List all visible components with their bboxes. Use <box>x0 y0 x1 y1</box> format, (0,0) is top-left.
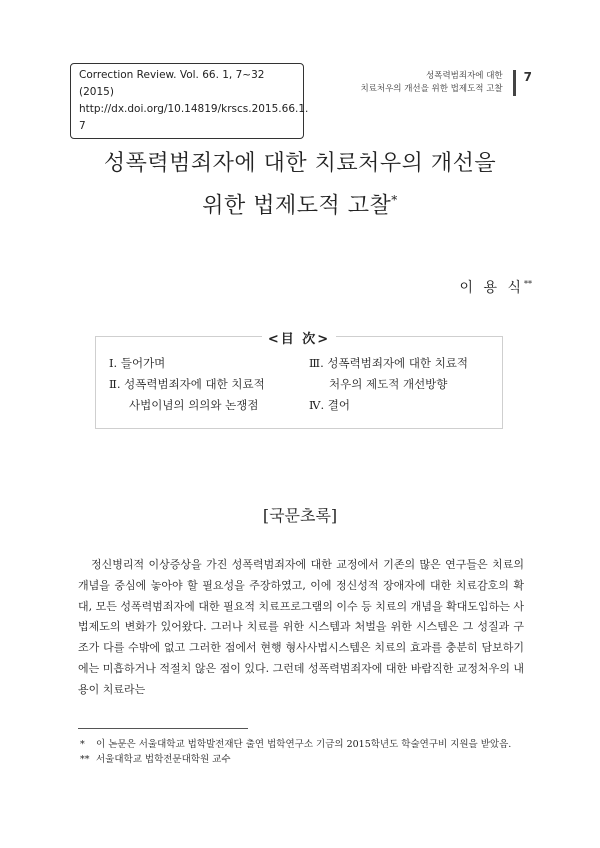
footnote: * 이 논문은 서울대학교 법학발전재단 출연 법학연구소 기금의 2015학년도 학술연구비 지원을 받았음. <box>80 739 512 750</box>
toc-heading: <目 次> <box>96 328 502 347</box>
citation-box <box>70 63 309 139</box>
toc-item: Ⅳ. 결어 <box>309 398 351 412</box>
toc-item: Ⅰ. 들어가며 <box>109 356 166 370</box>
table-of-contents <box>95 332 503 429</box>
running-head-divider <box>513 70 516 96</box>
toc-item: Ⅱ. 성폭력범죄자에 대한 치료적 사법이념의 의의와 논쟁점 <box>109 377 265 412</box>
paper-title <box>0 146 600 224</box>
author <box>460 277 532 297</box>
title-line2: 위한 법제도적 고찰* <box>202 193 398 219</box>
author-name: 이 용 식 <box>459 280 524 296</box>
running-head <box>292 70 532 96</box>
citation-journal: Correction Review. Vol. 66. 1, 7~32 (2015) <box>79 69 265 98</box>
abstract-heading: [국문초록] <box>262 506 338 525</box>
toc-item: Ⅲ. 성폭력범죄자에 대한 치료적 처우의 제도적 개선방향 <box>309 356 469 391</box>
title-footnote-mark: * <box>391 193 398 207</box>
citation-doi: http://dx.doi.org/10.14819/krscs.2015.66.1. 7 <box>79 103 309 132</box>
author-footnote-mark: ** <box>524 279 532 289</box>
footnote-divider <box>78 728 248 729</box>
running-head-line1: 성폭력범죄자에 대한 <box>426 71 503 81</box>
title-line1: 성폭력범죄자에 대한 치료처우의 개선을 <box>103 151 497 176</box>
running-head-line2: 치료처우의 개선을 위한 법제도적 고찰 <box>360 84 503 94</box>
footnotes <box>78 737 528 767</box>
page-number: 7 <box>523 70 532 84</box>
toc-right-column <box>309 353 468 416</box>
toc-left-column <box>109 353 265 416</box>
abstract-text: 정신병리적 이상증상을 가진 성폭력범죄자에 대한 교정에서 기존의 많은 연구들은 치료의 개념을 중심에 놓아야 할 필요성을 주장하였고, 이에 정신성적 장애자에 대한 치료감호의 확대, 모든 성폭력범죄자에 대한 필요적 치료프로그램의 이수 등 치료의 개념을 확대도입하는 사법제도의 변화가 있어왔다. 그러나 치료를 위한 시스템과 처벌을 위한 시스템은 그 성질과 구조가 다를 수밖에 없고 그러한 점에서 현행 형사사법시스템은 치료의 효과를 충분히 담보하기에는 미흡하거나 적절치 않은 점이 있다. 그런데 성폭력범죄자에 대한 바람직한 교정처우의 내용이 치료라는 <box>78 558 524 696</box>
footnote: ** 서울대학교 법학전문대학원 교수 <box>80 754 231 765</box>
